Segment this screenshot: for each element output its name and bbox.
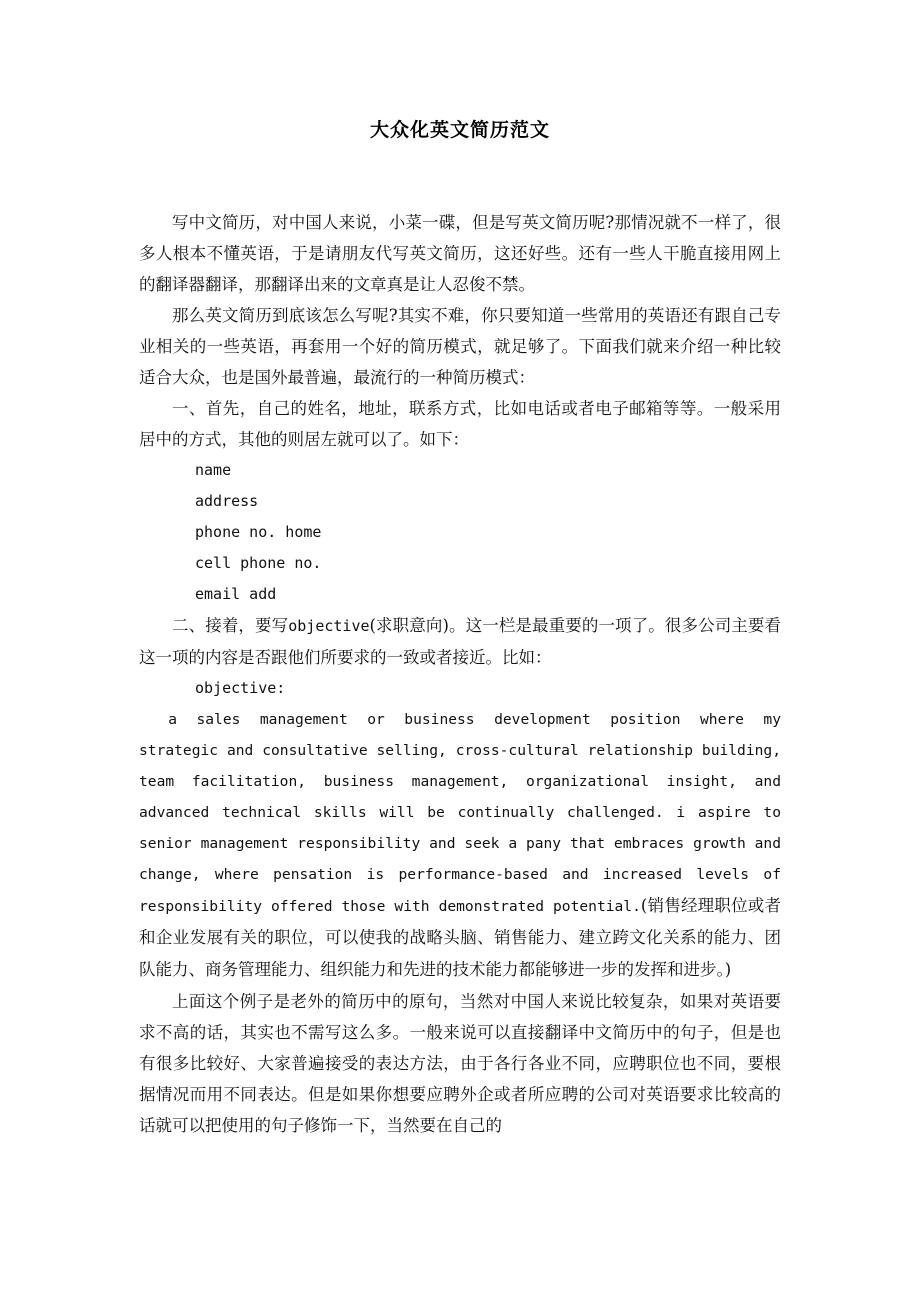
document-body — [139, 207, 781, 1141]
step-two-objective-term: objective — [288, 617, 370, 635]
paragraph-explanation: 上面这个例子是老外的简历中的原句，当然对中国人来说比较复杂，如果对英语要求不高的话，其实也不需写这么多。一般来说可以直接翻译中文简历中的句子，但是也有很多比较好、大家普遍接受的表达方法，由于各行各业不同，应聘职位也不同，要根据情况而用不同表达。但是如果你想要应聘外企或者所应聘的公司对英语要求比较高的话就可以把使用的句子修饰一下，当然要在自己的 — [139, 992, 781, 1135]
objective-example-english: a sales management or business development position where my strategic and consultative selling, cross-cultural relationship building, team facilitation, business management, organizational insight, and advanced technical skills will be continually challenged. i aspire to senior management responsibility and seek a pany that embraces growth and change, where pensation is performance-based and increased levels of responsibility offered those with demonstrated potential. — [139, 711, 781, 915]
paragraph-intro: 写中文简历，对中国人来说，小菜一碟，但是写英文简历呢?那情况就不一样了，很多人根本不懂英语，于是请朋友代写英文简历，这还好些。还有一些人干脆直接用网上的翻译器翻译，那翻译出来的文章真是让人忍俊不禁。 — [139, 213, 781, 294]
contact-line-email: email add — [195, 585, 277, 603]
contact-line-name: name — [195, 461, 232, 479]
step-two-text-before: 二、接着，要写 — [172, 616, 289, 635]
contact-line-address: address — [195, 492, 259, 510]
step-two-text-after: (求职意向)。这一栏是最重要的一项了。很多公司主要看这一项的内容是否跟他们所要求的一致或者接近。比如： — [139, 616, 782, 667]
paragraph-how-to: 那么英文简历到底该怎么写呢?其实不难，你只要知道一些常用的英语还有跟自己专业相关的一些英语，再套用一个好的简历模式，就足够了。下面我们就来介绍一种比较适合大众，也是国外最普遍，最流行的一种简历模式： — [139, 306, 781, 387]
contact-line-cell-phone: cell phone no. — [195, 554, 322, 572]
document-title: 大众化英文简历范文 — [369, 119, 550, 141]
contact-line-phone-home: phone no. home — [195, 523, 322, 541]
objective-example — [139, 704, 781, 986]
objective-example-translation: (销售经理职位或者和企业发展有关的职位，可以使我的战略头脑、销售能力、建立跨文化关系的能力、团队能力、商务管理能力、组织能力和先进的技术能力都能够进一步的发挥和进步。) — [139, 896, 782, 979]
objective-label: objective: — [195, 679, 286, 697]
paragraph-step-one: 一、首先，自己的姓名，地址，联系方式，比如电话或者电子邮箱等等。一般采用居中的方式，其他的则居左就可以了。如下： — [139, 399, 781, 449]
paragraph-step-two — [139, 610, 781, 673]
